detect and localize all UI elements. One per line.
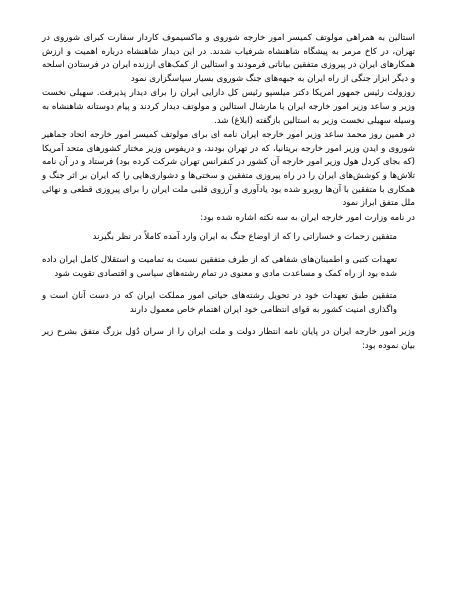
paragraph-closing: وزیر امور خارجه ایران در پایان نامه انتظار دولت و ملت ایران را از سران دُوَل بزرگ متفق بشرح زیر بیان نموده بود: [42, 327, 415, 351]
paragraph-roosevelt-millspaugh: روزولت رئیس جمهور امریکا دکتر میلسپو رئیس کل دارایی ایران را برای دیدار پذیرفت. سهیلی نخست وزیر و ساعد وزیر امور خارجه ایران با مارشال استالین و مولوتف دیدار کردند و پیام دوستانه شاهنشاه به وسیله سهیلی نخست وزیر به استالین بازگفته (ابلاغ) شد. [42, 88, 415, 126]
paragraph-stalin-audience: استالین به همراهی مولوتف کمیسر امور خارجه شوروی و ماکسیموف کاردار سفارت کبرای شوروی در تهران، در کاخ مرمر به پیشگاه شاهنشاه شرفیاب شدند. در این دیدار شاهنشاه درباره اهمیت و ارزش همکارهای ایران در پیروزی متفقین بیاناتی فرمودند و استالین از کمک‌های ارزنده ایران در فرستادن اسلحه و دیگر ابزار جنگی از راه ایران به جبهه‌های جنگ شوروی بسیار سپاسگزاری نمود [42, 33, 415, 84]
paragraph-three-points-intro: در نامه وزارت امور خارجه ایران به سه نکته اشاره شده بود: [200, 212, 415, 223]
paragraph-saed-letter: در همین روز محمد ساعد وزیر امور خارجه ایران نامه ای برای مولوتف کمیسر امور خارجه اتحاد جماهیر شوروی و ایدن وزیر امور خارجه بریتانیا، که در تهران بودند، و دریفوس وزیر مختار کشورهای متحد آمریکا (که بجای کردل هول وزیر امور خارجه آن کشور در کنفرانس تهران شرکت کرده بود) فرستاد و در آن نامه تلاش‌ها و کوشش‌های ایران را در راه پیروزی متفقین و سختی‌ها و دشواری‌هایی را که ایران بر اثر جنگ و همکاری با متفقین با آن‌ها روبرو شده بود یادآوری و آرزوی قلبی ملت ایران را برای پیروزی قطعی و نهائی ملل متفق ابراز نمود [42, 130, 415, 209]
list-item: تعهدات کتبی و اطمینان‌های شفاهی که از طرف متفقین نسبت به تمامیت و استقلال کامل ایران داده شده بود از راه کمک و مساعدت مادی و معنوی در تمام رشته‌های سیاسی و اقتصادی تقویت شود [42, 254, 397, 279]
list-item: متفقین زحمات و خساراتی را که از اوضاع جنگ به ایران وارد آمده کاملاً در نظر بگیرند [92, 232, 397, 243]
list-item: متفقین طبق تعهدات خود در تحویل رشته‌های حیاتی امور مملکت ایران که در دست آنان است و واگذاری امنیت کشور به قوای انتظامی خود ایران اهتمام خاص معمول دارند [42, 291, 397, 315]
three-points-list [42, 231, 415, 317]
